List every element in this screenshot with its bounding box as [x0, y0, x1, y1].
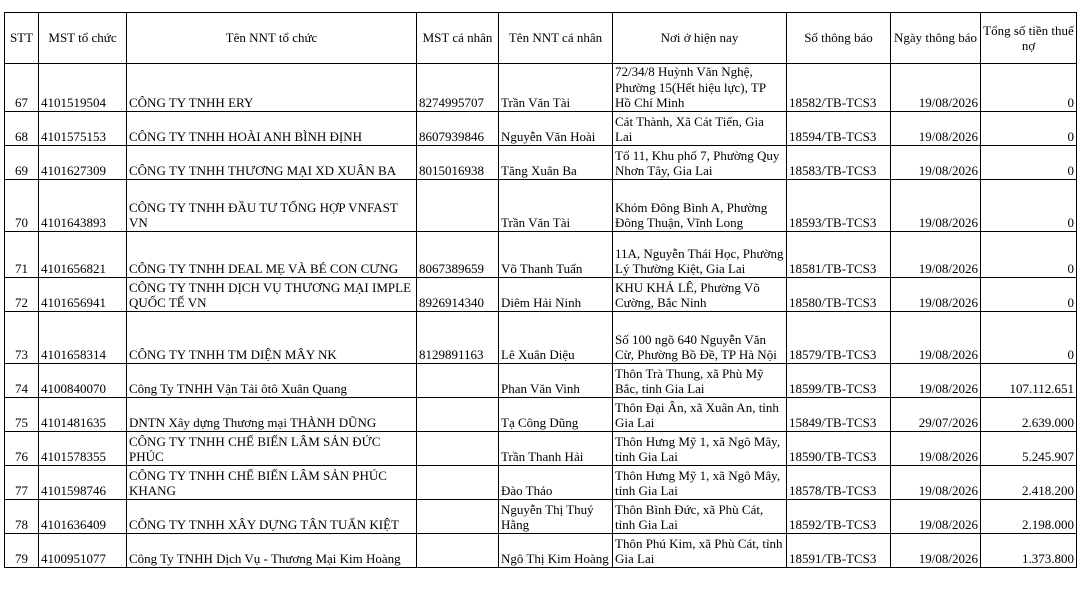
cell-total-debt: 5.245.907: [981, 431, 1077, 465]
cell-stt: 71: [5, 231, 39, 277]
table-row: [5, 397, 1077, 431]
cell-total-debt: 0: [981, 111, 1077, 145]
cell-notice-no: 18599/TB-TCS3: [787, 363, 891, 397]
cell-mst-person: 8607939846: [417, 111, 499, 145]
table-row: [5, 277, 1077, 311]
cell-notice-date: 19/08/2026: [891, 179, 981, 231]
cell-mst-person: 8129891163: [417, 311, 499, 363]
cell-stt: 67: [5, 64, 39, 112]
cell-address: Thôn Đại Ân, xã Xuân An, tỉnh Gia Lai: [613, 397, 787, 431]
cell-stt: 74: [5, 363, 39, 397]
cell-notice-date: 19/08/2026: [891, 111, 981, 145]
cell-mst-org: 4101636409: [39, 499, 127, 533]
header-notice-no: Số thông báo: [787, 13, 891, 64]
cell-address: Cát Thành, Xã Cát Tiến, Gia Lai: [613, 111, 787, 145]
cell-mst-person: 8015016938: [417, 145, 499, 179]
cell-address: Thôn Bình Đức, xã Phù Cát, tỉnh Gia Lai: [613, 499, 787, 533]
header-stt: STT: [5, 13, 39, 64]
header-address: Nơi ở hiện nay: [613, 13, 787, 64]
cell-total-debt: 0: [981, 277, 1077, 311]
cell-notice-no: 15849/TB-TCS3: [787, 397, 891, 431]
cell-total-debt: 0: [981, 311, 1077, 363]
cell-mst-person: 8067389659: [417, 231, 499, 277]
cell-total-debt: 0: [981, 145, 1077, 179]
cell-name-person: Trần Văn Tài: [499, 64, 613, 112]
cell-mst-person: [417, 533, 499, 567]
cell-address: Thôn Trà Thung, xã Phù Mỹ Bắc, tỉnh Gia Lai: [613, 363, 787, 397]
cell-total-debt: 2.639.000: [981, 397, 1077, 431]
cell-notice-no: 18580/TB-TCS3: [787, 277, 891, 311]
table-row: [5, 111, 1077, 145]
cell-name-org: CÔNG TY TNHH THƯƠNG MẠI XD XUÂN BA: [127, 145, 417, 179]
cell-mst-person: [417, 465, 499, 499]
cell-mst-org: 4101656941: [39, 277, 127, 311]
cell-mst-org: 4101575153: [39, 111, 127, 145]
cell-name-org: CÔNG TY TNHH ERY: [127, 64, 417, 112]
cell-stt: 73: [5, 311, 39, 363]
table-row: [5, 363, 1077, 397]
cell-notice-no: 18591/TB-TCS3: [787, 533, 891, 567]
cell-notice-no: 18593/TB-TCS3: [787, 179, 891, 231]
cell-total-debt: 0: [981, 231, 1077, 277]
cell-notice-no: 18581/TB-TCS3: [787, 231, 891, 277]
table-row: [5, 64, 1077, 112]
table-row: [5, 533, 1077, 567]
cell-mst-org: 4101627309: [39, 145, 127, 179]
cell-mst-org: 4101481635: [39, 397, 127, 431]
cell-name-org: CÔNG TY TNHH DEAL MẸ VÀ BÉ CON CƯNG: [127, 231, 417, 277]
cell-stt: 72: [5, 277, 39, 311]
cell-mst-person: 8274995707: [417, 64, 499, 112]
cell-name-person: Trần Văn Tài: [499, 179, 613, 231]
cell-stt: 68: [5, 111, 39, 145]
cell-name-person: Trần Thanh Hải: [499, 431, 613, 465]
cell-notice-no: 18590/TB-TCS3: [787, 431, 891, 465]
cell-mst-org: 4101656821: [39, 231, 127, 277]
cell-mst-person: [417, 363, 499, 397]
cell-total-debt: 107.112.651: [981, 363, 1077, 397]
cell-mst-person: 8926914340: [417, 277, 499, 311]
cell-stt: 78: [5, 499, 39, 533]
cell-stt: 76: [5, 431, 39, 465]
cell-stt: 79: [5, 533, 39, 567]
cell-notice-no: 18578/TB-TCS3: [787, 465, 891, 499]
header-name-org: Tên NNT tổ chức: [127, 13, 417, 64]
cell-total-debt: 1.373.800: [981, 533, 1077, 567]
cell-mst-org: 4100951077: [39, 533, 127, 567]
cell-address: Khóm Đông Bình A, Phường Đông Thuận, Vĩnh Long: [613, 179, 787, 231]
cell-name-person: Phan Văn Vinh: [499, 363, 613, 397]
cell-name-org: CÔNG TY TNHH TM DIỆN MÂY NK: [127, 311, 417, 363]
cell-notice-date: 29/07/2026: [891, 397, 981, 431]
cell-name-person: Tăng Xuân Ba: [499, 145, 613, 179]
table-row: [5, 231, 1077, 277]
cell-mst-org: 4101658314: [39, 311, 127, 363]
cell-name-person: Nguyễn Thị Thuý Hằng: [499, 499, 613, 533]
cell-mst-person: [417, 397, 499, 431]
cell-stt: 70: [5, 179, 39, 231]
cell-stt: 77: [5, 465, 39, 499]
cell-address: Số 100 ngõ 640 Nguyễn Văn Cừ, Phường Bồ Đề, TP Hà Nội: [613, 311, 787, 363]
cell-name-org: CÔNG TY TNHH XÂY DỰNG TÂN TUẤN KIỆT: [127, 499, 417, 533]
cell-notice-date: 19/08/2026: [891, 533, 981, 567]
cell-address: KHU KHẢ LÊ, Phường Võ Cường, Bắc Ninh: [613, 277, 787, 311]
cell-name-person: Nguyễn Văn Hoài: [499, 111, 613, 145]
cell-address: Thôn Hưng Mỹ 1, xã Ngô Mây, tỉnh Gia Lai: [613, 431, 787, 465]
table-row: [5, 311, 1077, 363]
cell-notice-date: 19/08/2026: [891, 465, 981, 499]
cell-name-org: Công Ty TNHH Vận Tải ôtô Xuân Quang: [127, 363, 417, 397]
cell-name-org: CÔNG TY TNHH DỊCH VỤ THƯƠNG MẠI IMPLE QUỐC TẾ VN: [127, 277, 417, 311]
cell-notice-no: 18583/TB-TCS3: [787, 145, 891, 179]
cell-address: 11A, Nguyễn Thái Học, Phường Lý Thường Kiệt, Gia Lai: [613, 231, 787, 277]
cell-address: Thôn Phú Kim, xã Phù Cát, tỉnh Gia Lai: [613, 533, 787, 567]
cell-name-org: CÔNG TY TNHH ĐẦU TƯ TỔNG HỢP VNFAST VN: [127, 179, 417, 231]
cell-address: Tổ 11, Khu phố 7, Phường Quy Nhơn Tây, Gia Lai: [613, 145, 787, 179]
cell-notice-date: 19/08/2026: [891, 311, 981, 363]
cell-notice-no: 18582/TB-TCS3: [787, 64, 891, 112]
cell-mst-org: 4101519504: [39, 64, 127, 112]
cell-address: Thôn Hưng Mỹ 1, xã Ngô Mây, tỉnh Gia Lai: [613, 465, 787, 499]
cell-name-org: Công Ty TNHH Dịch Vụ - Thương Mại Kim Hoàng: [127, 533, 417, 567]
cell-name-person: Diêm Hải Ninh: [499, 277, 613, 311]
cell-mst-org: 4101578355: [39, 431, 127, 465]
tax-debt-table-sheet: [4, 12, 1077, 568]
cell-total-debt: 0: [981, 64, 1077, 112]
table-row: [5, 465, 1077, 499]
cell-mst-person: [417, 431, 499, 465]
cell-name-org: CÔNG TY TNHH CHẾ BIẾN LÂM SẢN ĐỨC PHÚC: [127, 431, 417, 465]
table-row: [5, 145, 1077, 179]
cell-name-person: Đào Thảo: [499, 465, 613, 499]
header-notice-date: Ngày thông báo: [891, 13, 981, 64]
cell-name-person: Võ Thanh Tuấn: [499, 231, 613, 277]
table-row: [5, 179, 1077, 231]
cell-name-person: Lê Xuân Diệu: [499, 311, 613, 363]
cell-name-org: DNTN Xây dựng Thương mại THÀNH DŨNG: [127, 397, 417, 431]
table-row: [5, 499, 1077, 533]
cell-stt: 69: [5, 145, 39, 179]
cell-notice-no: 18592/TB-TCS3: [787, 499, 891, 533]
cell-notice-no: 18579/TB-TCS3: [787, 311, 891, 363]
header-total-debt: Tổng số tiền thuế nợ: [981, 13, 1077, 64]
table-header-row: [5, 13, 1077, 64]
cell-address: 72/34/8 Huỳnh Văn Nghệ, Phường 15(Hết hiệu lực), TP Hồ Chí Minh: [613, 64, 787, 112]
cell-name-person: Ngô Thị Kim Hoàng: [499, 533, 613, 567]
cell-name-org: CÔNG TY TNHH CHẾ BIẾN LÂM SẢN PHÚC KHANG: [127, 465, 417, 499]
cell-notice-date: 19/08/2026: [891, 145, 981, 179]
cell-total-debt: 2.198.000: [981, 499, 1077, 533]
cell-total-debt: 0: [981, 179, 1077, 231]
cell-notice-date: 19/08/2026: [891, 277, 981, 311]
cell-mst-org: 4101643893: [39, 179, 127, 231]
cell-name-person: Tạ Công Dũng: [499, 397, 613, 431]
cell-mst-org: 4101598746: [39, 465, 127, 499]
table-row: [5, 431, 1077, 465]
cell-mst-org: 4100840070: [39, 363, 127, 397]
cell-notice-date: 19/08/2026: [891, 363, 981, 397]
cell-total-debt: 2.418.200: [981, 465, 1077, 499]
cell-notice-date: 19/08/2026: [891, 431, 981, 465]
cell-notice-date: 19/08/2026: [891, 64, 981, 112]
cell-name-org: CÔNG TY TNHH HOÀI ANH BÌNH ĐỊNH: [127, 111, 417, 145]
header-name-person: Tên NNT cá nhân: [499, 13, 613, 64]
cell-mst-person: [417, 179, 499, 231]
header-mst-person: MST cá nhân: [417, 13, 499, 64]
tax-debt-table: [4, 12, 1077, 568]
header-mst-org: MST tổ chức: [39, 13, 127, 64]
cell-mst-person: [417, 499, 499, 533]
cell-notice-no: 18594/TB-TCS3: [787, 111, 891, 145]
cell-notice-date: 19/08/2026: [891, 231, 981, 277]
cell-notice-date: 19/08/2026: [891, 499, 981, 533]
cell-stt: 75: [5, 397, 39, 431]
